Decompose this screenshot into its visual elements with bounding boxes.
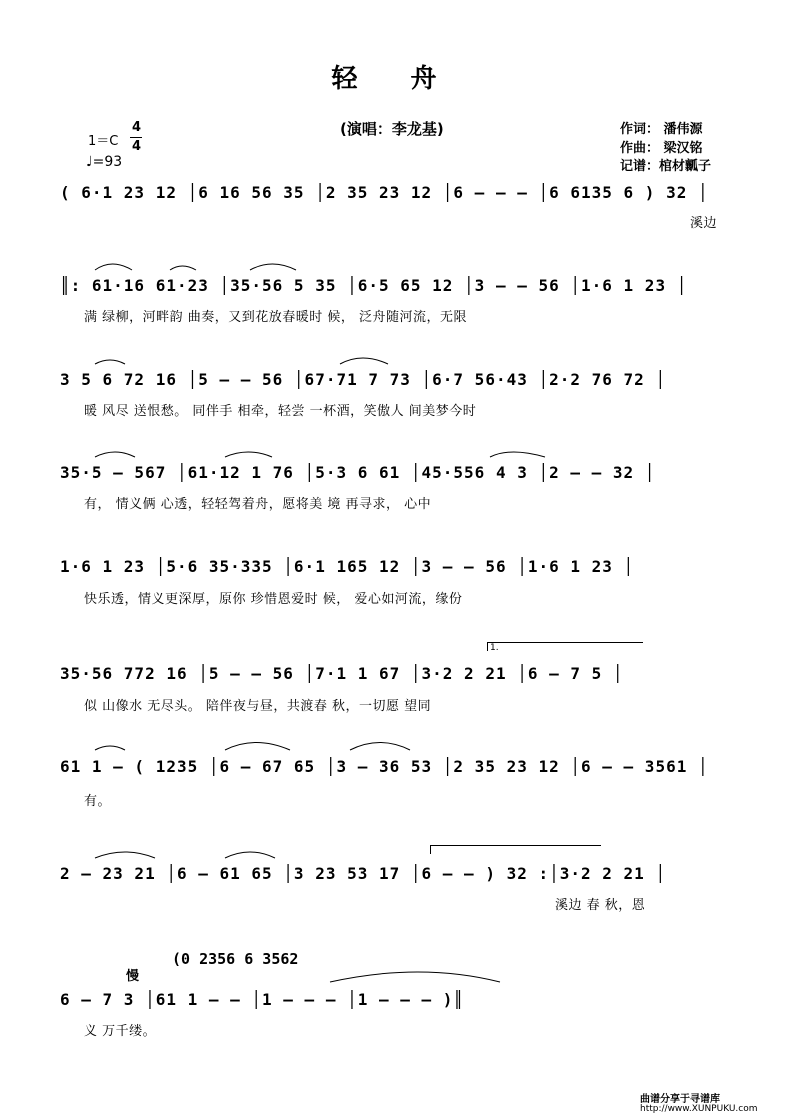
- footer-site-name: 曲谱分享于寻谱库: [640, 1094, 720, 1105]
- lyric-line-4: 有， 情义俩 心透，轻轻驾着舟，愿将美 境 再寻求， 心中: [84, 497, 432, 512]
- time-sig-top: 4: [132, 120, 142, 135]
- score-line-3: 3 5 6 72 16 │5 — — 56 │67·71 7 73 │6·7 56·43 │2·2 76 72 │: [60, 370, 667, 389]
- score-line-1: ( 6·1 23 12 │6 16 56 35 │2 35 23 12 │6 — — — │6 6135 6 ) 32 │: [60, 183, 709, 202]
- lyric-line-3: 暖 风尽 送恨愁。 同伴手 相牵，轻尝 一杯酒，笑傲人 间美梦今时: [84, 404, 477, 419]
- lyric-line-8: 溪边 春 秋，恩: [555, 898, 646, 913]
- key-signature: 1＝C: [88, 134, 119, 149]
- lyric-line-2: 满 绿柳，河畔韵 曲奏，又到花放春暖时 候， 泛舟随河流，无限: [84, 310, 468, 325]
- transcriber-credit: 记谱：棺材瓤子: [620, 159, 712, 174]
- lyric-line-5: 快乐透，情义更深厚，原你 珍惜恩爱时 候， 爱心如河流，缘份: [84, 592, 463, 607]
- score-line-5: 1·6 1 23 │5·6 35·335 │6·1 165 12 │3 — — 56 │1·6 1 23 │: [60, 557, 635, 576]
- score-line-4: 35·5 — 567 │61·12 1 76 │5·3 6 61 │45·556 4 3 │2 — — 32 │: [60, 463, 656, 482]
- tempo-mark: ♩=93: [86, 154, 123, 170]
- lyricist-credit: 作词： 潘伟源: [620, 122, 703, 137]
- lyric-line-6: 似 山像水 无尽头。 陪伴夜与昼，共渡春 秋，一切愿 望同: [84, 699, 432, 714]
- footer-url[interactable]: http://www.XUNPUKU.com: [640, 1104, 758, 1114]
- score-line-7: 61 1 — ( 1235 │6 — 67 65 │3 — 36 53 │2 35 23 12 │6 — — 3561 │: [60, 757, 709, 776]
- slow-tempo-mark: 慢: [126, 969, 140, 984]
- page-title: 轻 舟: [331, 64, 459, 94]
- score-line-2: ║: 61·16 61·23 │35·56 5 35 │6·5 65 12 │3 — — 56 │1·6 1 23 │: [60, 276, 688, 295]
- score-line-8: 2 — 23 21 │6 — 61 65 │3 23 53 17 │6 — — ) 32 :│3·2 2 21 │: [60, 864, 667, 883]
- score-line-6: 35·56 772 16 │5 — — 56 │7·1 1 67 │3·2 2 21 │6 — 7 5 │: [60, 664, 624, 683]
- singer-credit: (演唱：李龙基): [340, 120, 444, 138]
- score-line-9: 6 — 7 3 │61 1 — — │1 — — — │1 — — — )║: [60, 990, 465, 1009]
- coda-instrumental: (0 2356 6 3562: [172, 950, 299, 968]
- volta-label: 1.: [490, 643, 499, 653]
- lyric-line-9: 义 万千缕。: [84, 1024, 157, 1039]
- time-sig-bottom: 4: [132, 139, 142, 154]
- lyric-line-7: 有。: [84, 794, 112, 809]
- lyric-line-1: 溪边: [690, 216, 718, 231]
- composer-credit: 作曲： 梁汉铭: [620, 141, 703, 156]
